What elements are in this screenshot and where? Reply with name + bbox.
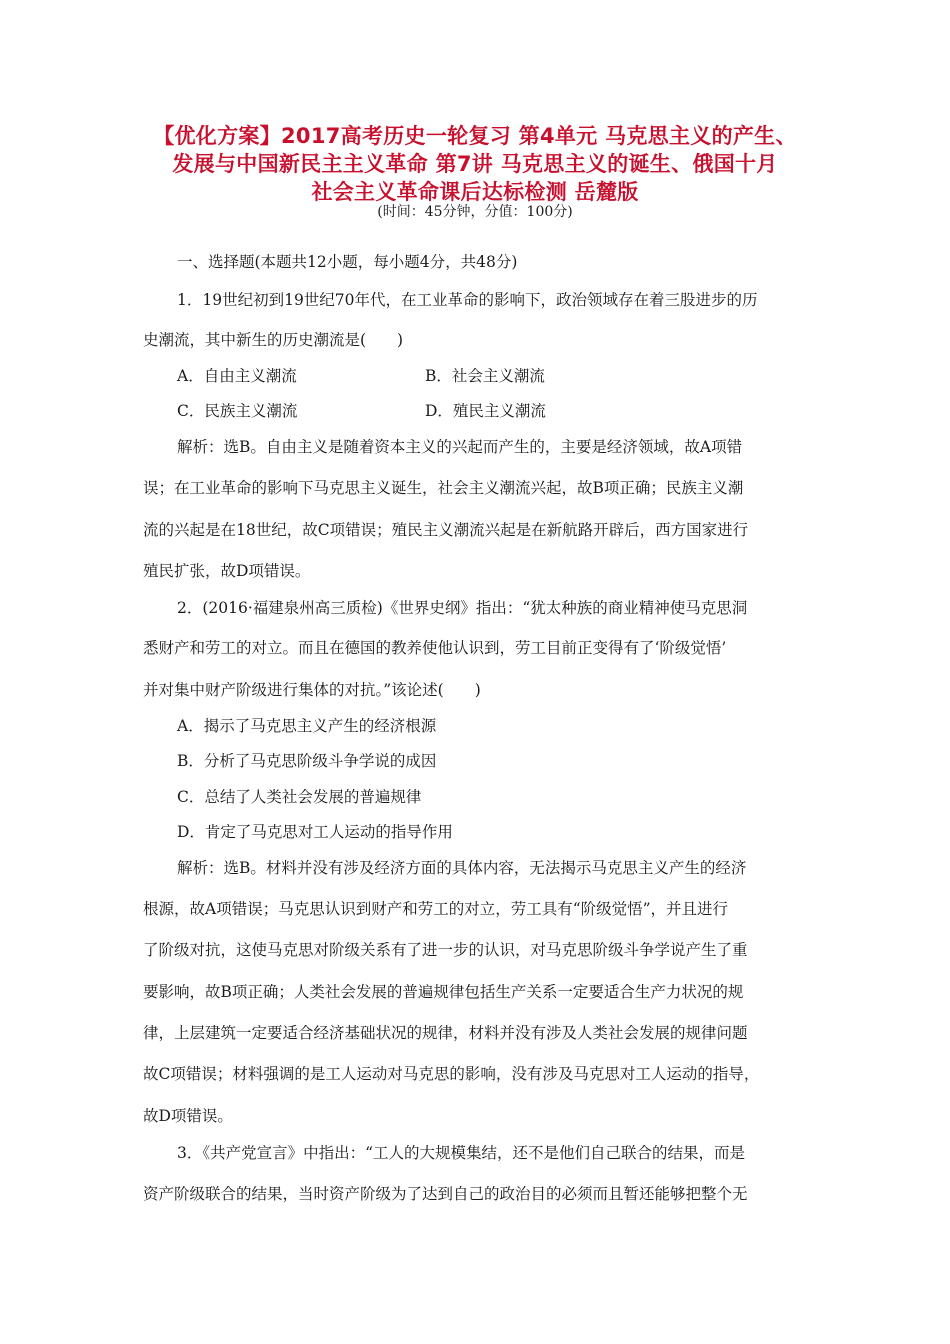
title-line: 社会主义革命课后达标检测 岳麓版 — [311, 180, 639, 204]
question-stem-line: 史潮流，其中新生的历史潮流是( ) — [143, 331, 404, 349]
analysis-line: 故C项错误；材料强调的是工人运动对马克思的影响，没有涉及马克思对工人运动的指导， — [143, 1065, 760, 1083]
option-b: B．社会主义潮流 — [425, 367, 545, 385]
title-line: 【优化方案】2017高考历史一轮复习 第4单元 马克思主义的产生、 — [153, 124, 797, 148]
time-score-note: (时间：45分钟，分值：100分) — [377, 204, 573, 220]
option-d: D．殖民主义潮流 — [425, 402, 546, 420]
analysis-line: 了阶级对抗，这使马克思对阶级关系有了进一步的认识，对马克思阶级斗争学说产生了重 — [143, 941, 748, 959]
section-heading: 一、选择题(本题共12小题，每小题4分，共48分) — [177, 253, 518, 271]
analysis-line: 律，上层建筑一定要适合经济基础状况的规律，材料并没有涉及人类社会发展的规律问题 — [143, 1024, 748, 1042]
option-d: D．肯定了马克思对工人运动的指导作用 — [177, 823, 453, 841]
title-line: 发展与中国新民主主义革命 第7讲 马克思主义的诞生、俄国十月 — [172, 152, 778, 176]
option-a: A．揭示了马克思主义产生的经济根源 — [177, 717, 437, 735]
question-stem-line: 资产阶级联合的结果，当时资产阶级为了达到自己的政治目的必须而且暂还能够把整个无 — [143, 1185, 748, 1203]
analysis-line: 解析：选B。自由主义是随着资本主义的兴起而产生的，主要是经济领域，故A项错 — [177, 438, 743, 456]
analysis-line: 故D项错误。 — [143, 1107, 233, 1125]
analysis-line: 殖民扩张，故D项错误。 — [143, 562, 311, 580]
question-stem-line: 悉财产和劳工的对立。而且在德国的教养使他认识到，劳工目前正变得有了‘阶级觉悟’ — [143, 639, 727, 657]
analysis-line: 要影响，故B项正确；人类社会发展的普遍规律包括生产关系一定要适合生产力状况的规 — [143, 983, 744, 1001]
analysis-line: 误；在工业革命的影响下马克思主义诞生，社会主义潮流兴起，故B项正确；民族主义潮 — [143, 479, 744, 497]
document-title — [120, 122, 830, 206]
question-stem-line: 并对集中财产阶级进行集体的对抗。”该论述( ) — [143, 681, 481, 699]
analysis-line: 流的兴起是在18世纪，故C项错误；殖民主义潮流兴起是在新航路开辟后，西方国家进行 — [143, 521, 749, 539]
analysis-line: 根源，故A项错误；马克思认识到财产和劳工的对立，劳工具有“阶级觉悟”，并且进行 — [143, 900, 729, 918]
option-c: C．总结了人类社会发展的普遍规律 — [177, 788, 422, 806]
option-b: B．分析了马克思阶级斗争学说的成因 — [177, 752, 437, 770]
question-stem-line: 2．(2016·福建泉州高三质检)《世界史纲》指出：“犹太种族的商业精神使马克思洞 — [177, 599, 748, 617]
question-stem-line: 1．19世纪初到19世纪70年代，在工业革命的影响下，政治领域存在着三股进步的历 — [177, 291, 758, 309]
question-stem-line: 3．《共产党宣言》中指出：“工人的大规模集结，还不是他们自己联合的结果，而是 — [177, 1144, 746, 1162]
option-c: C．民族主义潮流 — [177, 402, 298, 420]
option-a: A．自由主义潮流 — [177, 367, 297, 385]
analysis-line: 解析：选B。材料并没有涉及经济方面的具体内容，无法揭示马克思主义产生的经济 — [177, 859, 747, 877]
